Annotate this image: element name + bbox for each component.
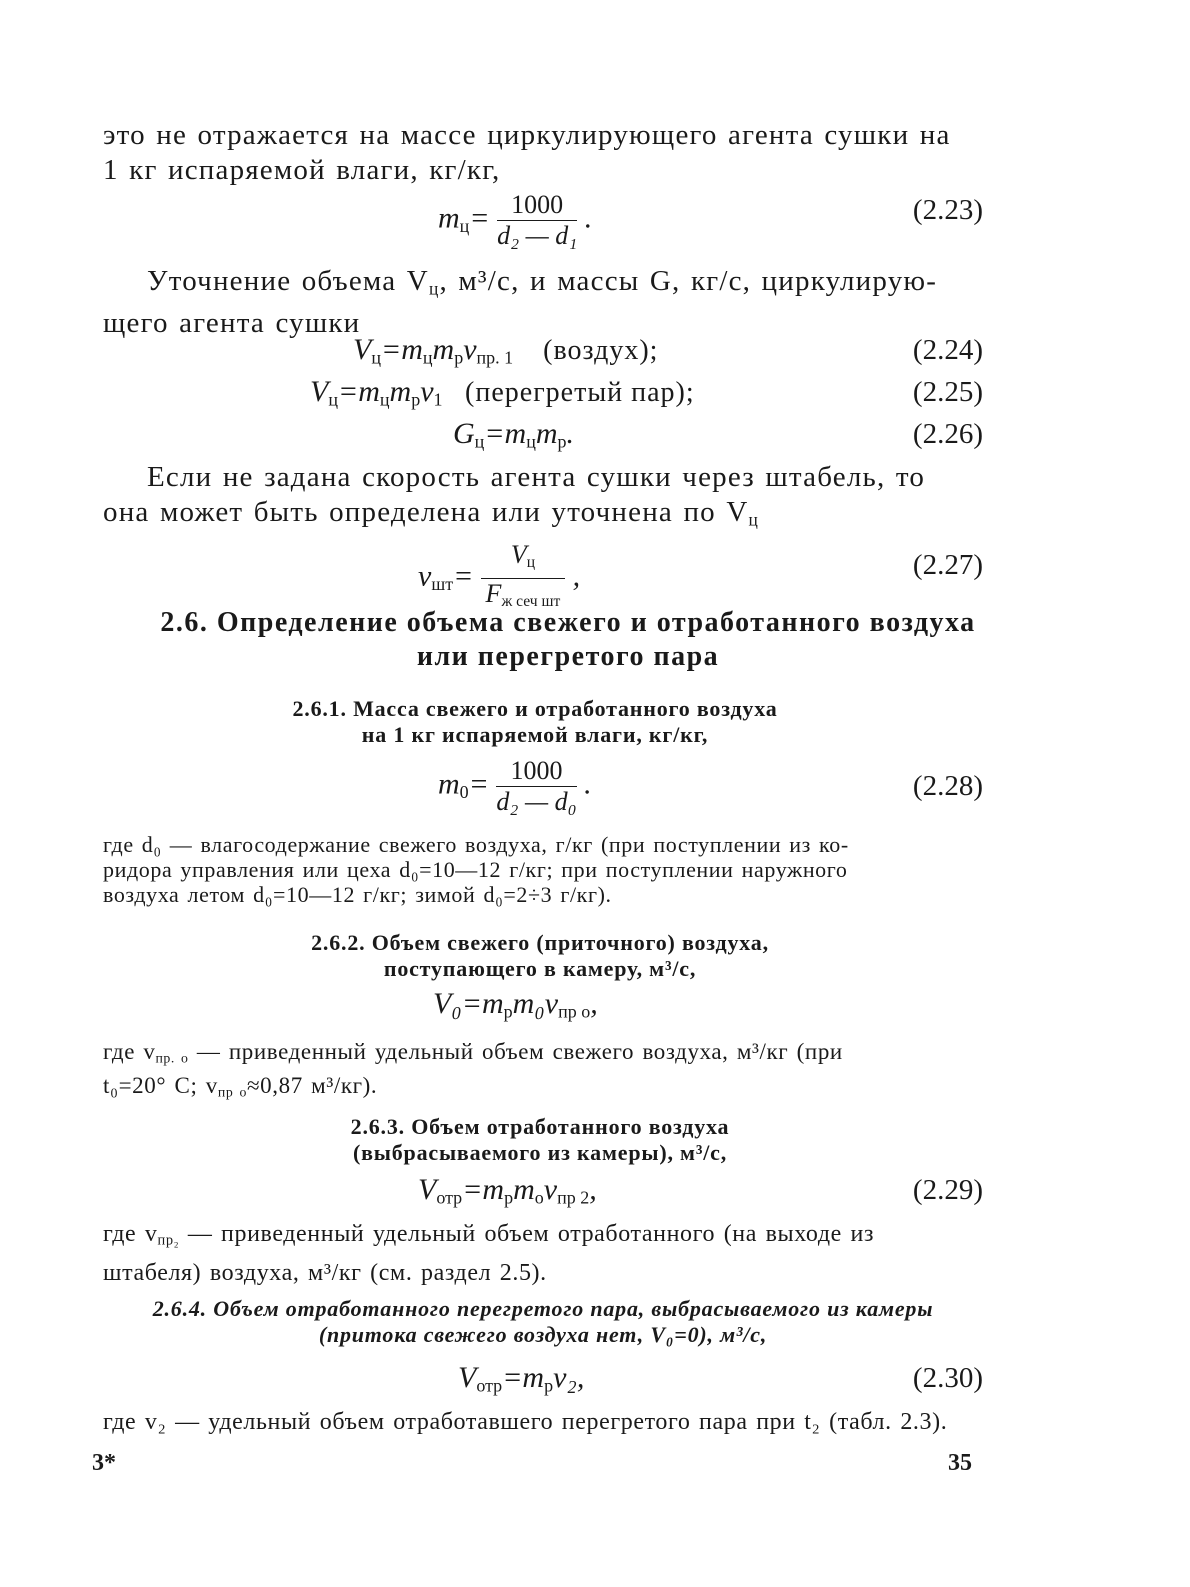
text-line: ридора управления или цеха d₀=10—12 г/кг; при поступлении наружного (103, 857, 848, 882)
text-line: где $v_{пр. о}$ — приведенный удельный объем свежего воздуха, м³/кг (при (103, 1039, 843, 1066)
equation-number: (2.26) (912, 418, 983, 450)
fraction-denominator: $F_{ж сеч шт}$ (485, 578, 561, 610)
fraction-denominator: d₂ — d₀ (496, 787, 577, 816)
paragraph-v-pr2 (103, 1218, 983, 1289)
text-line: 1 кг испаряемой влаги, кг/кг, (103, 154, 501, 186)
subheading-2-6-4: 2.6.4. Объем отработанного перегретого пара, выбрасываемого из камеры (притока свежего воздуха нет, V₀=0), м³/с, (152, 1296, 934, 1347)
equation-number: (2.25) (912, 376, 983, 408)
fraction-denominator: d₂ — d₁ (497, 221, 578, 250)
equation-2-28 (103, 756, 983, 816)
text-line: штабеля) воздуха, м³/кг (см. раздел 2.5). (103, 1259, 547, 1286)
text-line: где $v_{пр_2}$ — приведенный удельный объем отработанного (на выходе из (103, 1221, 875, 1249)
formula: $V_ц=m_цm_рv_1$ (перегретый пар); (310, 375, 695, 410)
equation-2-30 (103, 1358, 983, 1410)
text-line: воздуха летом d₀=10—12 г/кг; зимой d₀=2÷3 г/кг). (103, 882, 612, 907)
text-line: это не отражается на массе циркулирующего агента сушки на (103, 119, 951, 151)
formula: $V_ц=m_цm_рv_{пр. 1}$ (воздух); (353, 333, 659, 368)
formula: $v_{шт}=$ $\frac{V_ц}{F_{ж сеч шт}}$ , (418, 540, 580, 617)
text-line: щего агента сушки (103, 307, 361, 340)
paragraph-v-pr-o (103, 1038, 983, 1107)
paragraph-intro (103, 118, 983, 188)
equation-number: (2.28) (912, 770, 983, 802)
equation-number: (2.30) (912, 1362, 983, 1394)
section-heading-2-6: 2.6. Определение объема свежего и отработанного воздуха или перегретого пара (160, 607, 976, 672)
fraction-numerator: 1000 (496, 756, 576, 787)
page-number: 35 (948, 1450, 972, 1476)
equation-2-29 (103, 1170, 983, 1222)
text-line: она может быть определена или уточнена по $V_ц$ (103, 496, 759, 530)
text-line: где d₀ — влагосодержание свежего воздуха, г/кг (при поступлении из ко- (103, 832, 849, 857)
equation-2-26 (103, 414, 983, 466)
formula: $m_ц=$ $\frac{1000}{\text{d₂ — d₁}}$ . (438, 190, 593, 250)
text-line: Если не задана скорость агента сушки через штабель, то (147, 461, 926, 493)
formula: $V_{отр}=m_рm_оv_{пр 2}$, (418, 1173, 597, 1208)
subheading-2-6-2: 2.6.2. Объем свежего (приточного) воздуха, поступающего в камеру, м³/с, (311, 930, 769, 981)
equation-number: (2.27) (912, 549, 983, 581)
fraction-numerator: $V_ц$ (481, 540, 565, 579)
fraction-numerator: 1000 (497, 190, 577, 221)
formula: $V_{отр}=m_рv_2$, (458, 1361, 585, 1396)
equation-v0 (103, 984, 983, 1036)
text-line: Уточнение объема $V_ц$, м³/с, и массы G, кг/с, циркулирую- (147, 265, 938, 299)
equation-number: (2.29) (912, 1174, 983, 1206)
paragraph-d0 (103, 832, 983, 907)
formula: $G_ц=m_цm_р$. (453, 417, 575, 452)
subheading-2-6-1: 2.6.1. Масса свежего и отработанного воздуха на 1 кг испаряемой влаги, кг/кг, (292, 696, 778, 747)
formula: $V_0=m_рm_0v_{пр о}$, (433, 987, 598, 1022)
paragraph-v2 (103, 1407, 983, 1437)
text-line: где v₂ — удельный объем отработавшего перегретого пара при t₂ (табл. 2.3). (103, 1409, 948, 1435)
signature-mark: 3* (92, 1450, 116, 1476)
paragraph-velocity (103, 460, 983, 537)
formula: $m_0=$ $\frac{1000}{\text{d₂ — d₀}}$ . (438, 756, 592, 816)
equation-number: (2.23) (912, 194, 983, 226)
text-line: t₀=20° С; $v_{пр о}\approx 0,87$ м³/кг). (103, 1073, 378, 1100)
equation-2-27 (103, 535, 983, 610)
subheading-2-6-3: 2.6.3. Объем отработанного воздуха (выбрасываемого из камеры), м³/с, (350, 1114, 730, 1165)
equation-number: (2.24) (912, 334, 983, 366)
equation-2-23 (103, 190, 983, 250)
